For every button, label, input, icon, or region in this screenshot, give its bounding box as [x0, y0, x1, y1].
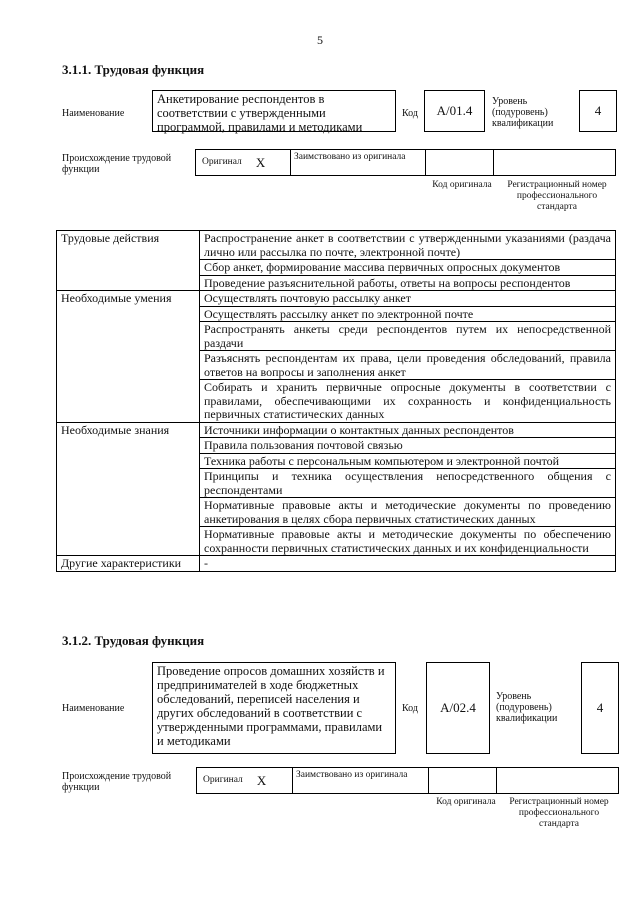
labor-action-item: Сбор анкет, формирование массива первичных опросных документов: [200, 260, 616, 276]
borrowed-cell: [291, 150, 426, 175]
level-value: 4: [596, 700, 604, 715]
table-row: [57, 422, 616, 438]
knowledge-item: Нормативные правовые акты и методические документы по проведению анкетирования в целях сбора первичных статистических данных: [200, 498, 616, 527]
function-name: Анкетирование респондентов в соответствии с утвержденными программой, правилами и методиками: [157, 92, 363, 134]
knowledge-item: Техника работы с персональным компьютером и электронной почтой: [200, 453, 616, 469]
table-row: [57, 556, 616, 572]
borrowed-label: Заимствовано из оригинала: [294, 152, 406, 162]
code-box: [424, 90, 485, 132]
original-label: Оригинал: [202, 157, 242, 167]
labor-function-table: [56, 230, 616, 572]
original-mark: X: [255, 154, 266, 170]
code-value: А/02.4: [440, 700, 476, 715]
code-original-cell: [429, 768, 497, 793]
labor-actions-label: Трудовые действия: [57, 231, 200, 291]
knowledge-item: Принципы и техника осуществления непосредственного общения с респондентами: [200, 469, 616, 498]
skill-item: Разъяснять респондентам их права, цели проведения обследований, правила ответов на вопросы и заполнения анкет: [200, 351, 616, 380]
level-box: [581, 662, 619, 754]
level-value: 4: [594, 103, 602, 118]
section-title: 3.1.2. Трудовая функция: [62, 633, 205, 648]
name-label: Наименование: [62, 703, 125, 714]
labor-action-item: Проведение разъяснительной работы, ответы на вопросы респондентов: [200, 275, 616, 291]
level-box: [579, 90, 617, 132]
page-number: 5: [317, 33, 323, 47]
original-cell: [197, 768, 293, 793]
origin-label: Происхождение трудовой функции: [62, 771, 172, 793]
reg-number-cell: [497, 768, 618, 793]
original-mark: X: [256, 772, 267, 788]
skill-item: Собирать и хранить первичные опросные документы в соответствии с правилами, обеспечивающими их сохранность и конфиденциальность первичных статистических данных: [200, 380, 616, 423]
function-name-box: [152, 90, 396, 132]
other-characteristics-label: Другие характеристики: [57, 556, 200, 572]
origin-label: Происхождение трудовой функции: [62, 153, 172, 175]
section-title: 3.1.1. Трудовая функция: [62, 62, 205, 77]
code-box: [426, 662, 490, 754]
required-knowledge-label: Необходимые знания: [57, 422, 200, 556]
skill-item: Осуществлять рассылку анкет по электронной почте: [200, 306, 616, 322]
original-cell: [196, 150, 291, 175]
level-label: Уровень (подуровень) квалификации: [496, 691, 558, 724]
skill-item: Осуществлять почтовую рассылку анкет: [200, 291, 616, 307]
reg-number-label: Регистрационный номер профессионального стандарта: [507, 180, 607, 212]
code-value: А/01.4: [436, 103, 473, 118]
other-characteristics-value: -: [200, 556, 616, 572]
knowledge-item: Нормативные правовые акты и методические документы по обеспечению сохранности первичных статистических данных и их конфиденциальности: [200, 527, 616, 556]
skill-item: Распространять анкеты среди респондентов путем их непосредственной раздачи: [200, 322, 616, 351]
labor-action-item: Распространение анкет в соответствии с утвержденными указаниями (раздача лично или рассылка по почте, электронной почте): [200, 231, 616, 260]
required-skills-label: Необходимые умения: [57, 291, 200, 423]
function-name: Проведение опросов домашних хозяйств и предпринимателей в ходе бюджетных обследований, переписей населения и других обследований в соответствии с утвержденными программами, правилами и методиками: [157, 664, 385, 748]
code-original-label: Код оригинала: [436, 797, 496, 807]
original-label: Оригинал: [203, 775, 243, 785]
code-original-label: Код оригинала: [432, 180, 492, 190]
level-label: Уровень (подуровень) квалификации: [492, 96, 554, 129]
knowledge-item: Правила пользования почтовой связью: [200, 438, 616, 454]
reg-number-label: Регистрационный номер профессионального стандарта: [509, 797, 609, 829]
code-label: Код: [402, 108, 418, 119]
table-row: [57, 291, 616, 307]
reg-number-cell: [494, 150, 615, 175]
code-original-cell: [426, 150, 494, 175]
origin-row: [195, 149, 616, 176]
function-name-box: [152, 662, 396, 754]
borrowed-cell: [293, 768, 429, 793]
table-row: [57, 231, 616, 260]
code-label: Код: [402, 703, 418, 714]
origin-row: [196, 767, 619, 794]
name-label: Наименование: [62, 108, 125, 119]
borrowed-label: Заимствовано из оригинала: [296, 770, 408, 780]
knowledge-item: Источники информации о контактных данных респондентов: [200, 422, 616, 438]
